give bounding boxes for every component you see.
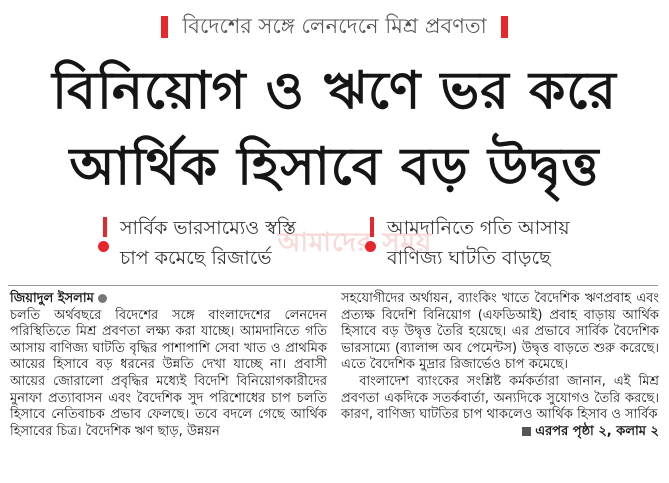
- divider: [8, 285, 658, 286]
- article-col1-text: চলতি অর্থবছরে বিদেশের সঙ্গে বাংলাদেশের লেনদেন পরিস্থিতিতে মিশ্র প্রবণতা লক্ষ্য করা যাচ্ছে। আমদানিতে গতি আসায় বাণিজ্য ঘাটতি বৃদ্ধির পাশাপাশি সেবা খাত ও প্রাথমিক আয়ের হিসাবে বড় ধরনের উন্নতি দেখা যাচ্ছে না। প্রবাসী আয়ের জোরালো প্রবৃদ্ধির মধ্যেই বিদেশি বিনিয়োগকারীদের মুনাফা প্রত্যাবাসন এবং বৈদেশিক সুদ পরিশোধের চাপ চলতি হিসাবে নেতিবাচক প্রভাব ফেলছে। তবে বদলে গেছে আর্থিক হিসাবের চিত্র। বৈদেশিক ঋণ ছাড়, উন্নয়ন: [10, 307, 327, 439]
- continued-marker-icon: [522, 427, 531, 436]
- subhead-right-2: বাণিজ্য ঘাটতি বাড়ছে: [387, 247, 551, 269]
- byline-dot: [98, 294, 107, 303]
- kicker: [0, 10, 669, 44]
- subhead-left-bar: [103, 217, 107, 237]
- article-column-2: [341, 291, 659, 440]
- continued-text: এরপর পৃষ্ঠা ২, কলাম ২: [535, 423, 659, 439]
- article-col2-para-1: সহযোগীদের অর্থায়ন, ব্যাংকিং খাতে বৈদেশিক ঋণপ্রবাহ এবং প্রত্যক্ষ বিদেশি বিনিয়োগ (এফডিআই) প্রবাহ বাড়ায় আর্থিক হিসাবে বড় উদ্বৃত্ত তৈরি হয়েছে। এর প্রভাবে সার্বিক বৈদেশিক ভারসাম্যে (ব্যালান্স অব পেমেন্টস) উদ্বৃত্ত বাড়তে শুরু করেছে। এতে বৈদেশিক মুদ্রার রিজার্ভেও চাপ কমেছে।: [341, 291, 659, 373]
- article-column-1: [10, 291, 327, 440]
- subhead-right-1: আমদানিতে গতি আসায়: [387, 217, 570, 239]
- watermark-logo: আমাদের সময়: [277, 228, 433, 258]
- article-col2-para-2: বাংলাদেশ ব্যাংকের সংশ্লিষ্ট কর্মকর্তারা জানান, এই মিশ্র প্রবণতা একদিকে সতর্কবার্তা, অন্যদিকে সুযোগও তৈরি করছে। কারণ, বাণিজ্য ঘাটতির চাপ থাকলেও আর্থিক হিসাব ও সার্বিক: [341, 373, 659, 423]
- headline-line-1: বিনিয়োগ ও ঋণে ভর করে: [52, 60, 617, 121]
- byline: জিয়াদুল ইসলাম: [10, 291, 94, 306]
- kicker-left-bar: [161, 16, 168, 38]
- subhead-left-1: সার্বিক ভারসাম্যেও স্বস্তি: [120, 217, 296, 239]
- kicker-text: বিদেশের সঙ্গে লেনদেনে মিশ্র প্রবণতা: [182, 13, 487, 38]
- continued-note: [522, 424, 659, 441]
- kicker-right-bar: [501, 16, 508, 38]
- subhead-left-dot: [98, 241, 109, 252]
- headline-line-2: আর্থিক হিসাবে বড় উদ্বৃত্ত: [69, 136, 600, 197]
- subhead-left-2: চাপ কমেছে রিজার্ভে: [120, 247, 272, 269]
